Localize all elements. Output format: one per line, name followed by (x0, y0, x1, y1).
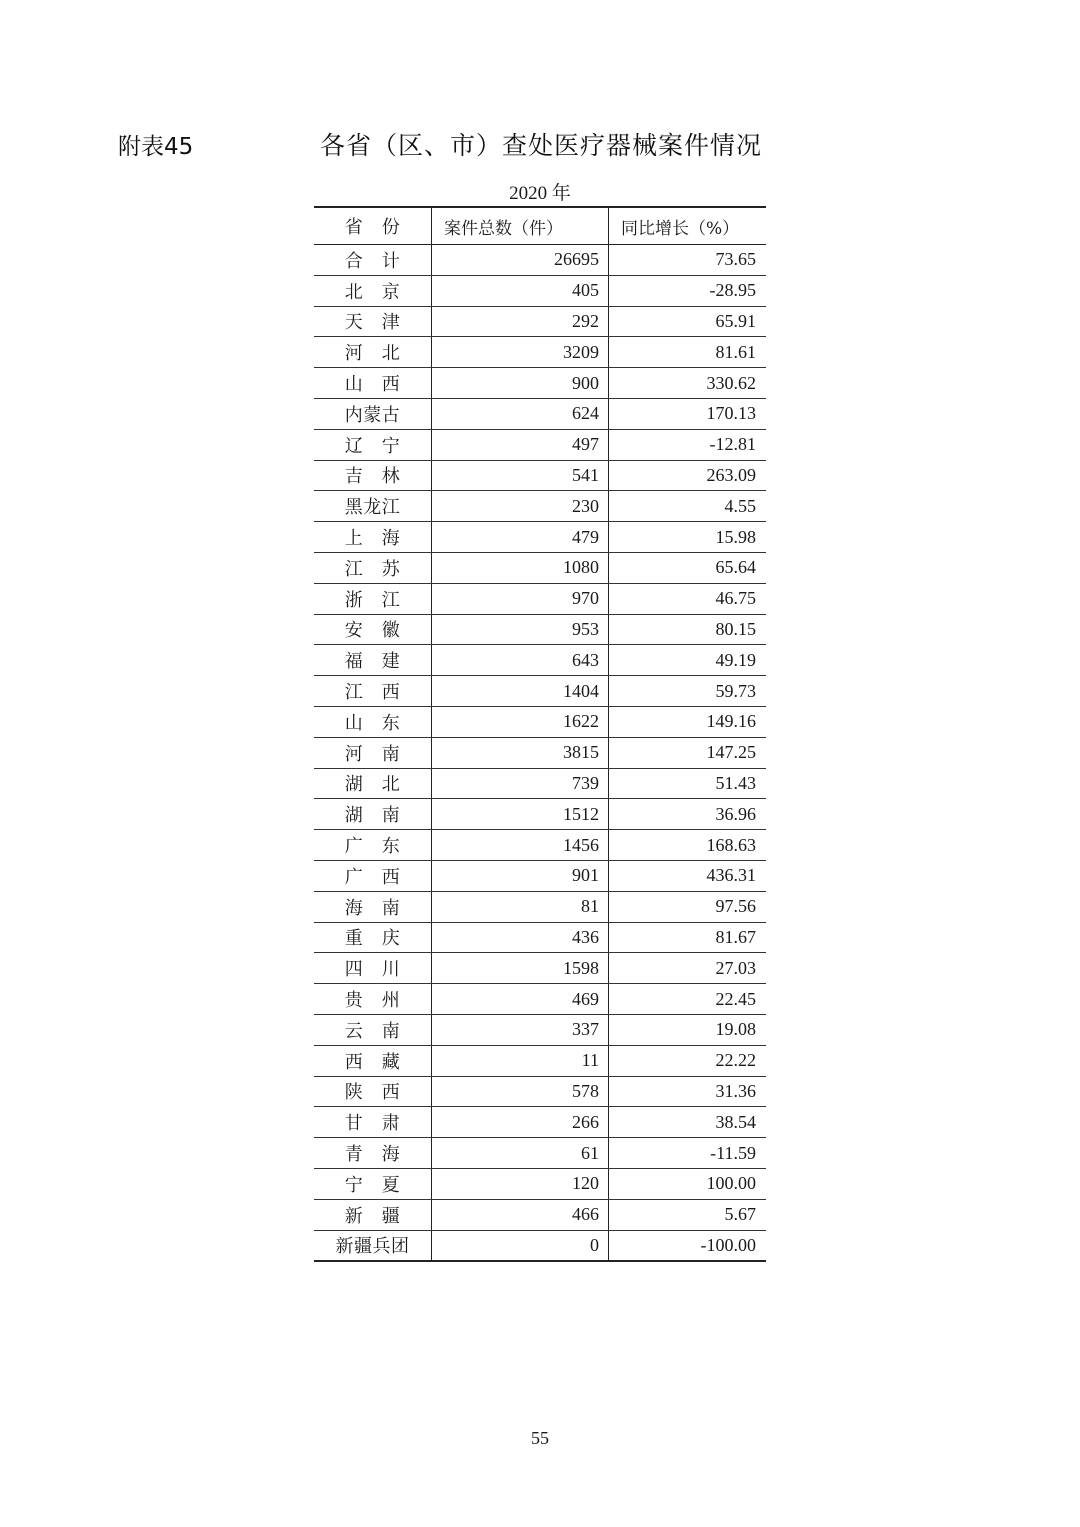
cell-total-cases: 266 (432, 1107, 609, 1138)
page-number: 55 (531, 1428, 549, 1448)
cell-province: 广 西 (314, 860, 432, 891)
cell-province: 海 南 (314, 891, 432, 922)
table-row (314, 429, 766, 460)
cell-growth: 36.96 (609, 799, 767, 830)
cell-total-cases: 970 (432, 583, 609, 614)
cell-province: 广 东 (314, 830, 432, 861)
table-row (314, 1199, 766, 1230)
cell-province: 重 庆 (314, 922, 432, 953)
table-row (314, 245, 766, 276)
cell-total-cases: 739 (432, 768, 609, 799)
cell-growth: 22.45 (609, 984, 767, 1015)
table-row (314, 922, 766, 953)
cell-growth: 31.36 (609, 1076, 767, 1107)
cell-total-cases: 3815 (432, 737, 609, 768)
table-row (314, 1107, 766, 1138)
cell-total-cases: 479 (432, 522, 609, 553)
cell-growth: 65.64 (609, 552, 767, 583)
cell-growth: 38.54 (609, 1107, 767, 1138)
cell-total-cases: 0 (432, 1230, 609, 1261)
cell-province: 陕 西 (314, 1076, 432, 1107)
cell-growth: 100.00 (609, 1168, 767, 1199)
table-label: 附表45 (118, 134, 194, 160)
table-row (314, 522, 766, 553)
cell-total-cases: 469 (432, 984, 609, 1015)
cell-growth: 5.67 (609, 1199, 767, 1230)
cell-province: 湖 北 (314, 768, 432, 799)
table-row (314, 552, 766, 583)
cell-province: 贵 州 (314, 984, 432, 1015)
cell-province: 西 藏 (314, 1045, 432, 1076)
cell-province: 河 南 (314, 737, 432, 768)
cell-growth: 147.25 (609, 737, 767, 768)
cell-growth: 81.61 (609, 337, 767, 368)
cell-province: 云 南 (314, 1014, 432, 1045)
table-row (314, 799, 766, 830)
cell-province: 青 海 (314, 1138, 432, 1169)
table-row (314, 984, 766, 1015)
cell-province: 合 计 (314, 245, 432, 276)
cell-growth: 80.15 (609, 614, 767, 645)
table-row (314, 275, 766, 306)
table-row (314, 337, 766, 368)
cell-total-cases: 901 (432, 860, 609, 891)
cell-growth: 263.09 (609, 460, 767, 491)
cell-province: 安 徽 (314, 614, 432, 645)
cell-total-cases: 497 (432, 429, 609, 460)
cell-total-cases: 337 (432, 1014, 609, 1045)
table-row (314, 953, 766, 984)
cell-total-cases: 11 (432, 1045, 609, 1076)
cell-total-cases: 1456 (432, 830, 609, 861)
cell-growth: -100.00 (609, 1230, 767, 1261)
table-row (314, 737, 766, 768)
cell-growth: 73.65 (609, 245, 767, 276)
cell-total-cases: 624 (432, 398, 609, 429)
table-row (314, 368, 766, 399)
table-row (314, 706, 766, 737)
cell-growth: 170.13 (609, 398, 767, 429)
cell-province: 河 北 (314, 337, 432, 368)
cell-total-cases: 900 (432, 368, 609, 399)
cell-growth: 27.03 (609, 953, 767, 984)
cell-total-cases: 405 (432, 275, 609, 306)
cell-province: 天 津 (314, 306, 432, 337)
table-row (314, 398, 766, 429)
cell-total-cases: 466 (432, 1199, 609, 1230)
cell-province: 吉 林 (314, 460, 432, 491)
cell-growth: 51.43 (609, 768, 767, 799)
cell-province: 北 京 (314, 275, 432, 306)
table-row (314, 1138, 766, 1169)
table-row (314, 860, 766, 891)
column-header-province: 省 份 (314, 207, 432, 245)
cell-growth: 15.98 (609, 522, 767, 553)
cell-total-cases: 1512 (432, 799, 609, 830)
page-title: 各省（区、市）查处医疗器械案件情况 (320, 131, 763, 160)
cell-growth: -28.95 (609, 275, 767, 306)
cell-province: 江 西 (314, 676, 432, 707)
cell-province: 山 东 (314, 706, 432, 737)
table-row (314, 460, 766, 491)
cell-province: 上 海 (314, 522, 432, 553)
cell-province: 甘 肃 (314, 1107, 432, 1138)
table-row (314, 676, 766, 707)
cell-growth: 49.19 (609, 645, 767, 676)
table-row (314, 768, 766, 799)
cell-province: 新 疆 (314, 1199, 432, 1230)
cell-growth: 22.22 (609, 1045, 767, 1076)
table-row (314, 1076, 766, 1107)
cell-total-cases: 953 (432, 614, 609, 645)
table-row (314, 491, 766, 522)
cell-province: 湖 南 (314, 799, 432, 830)
table-row (314, 645, 766, 676)
cell-total-cases: 230 (432, 491, 609, 522)
cell-growth: 81.67 (609, 922, 767, 953)
cases-table (314, 206, 766, 1262)
cell-province: 宁 夏 (314, 1168, 432, 1199)
table-row (314, 1014, 766, 1045)
table-row (314, 1168, 766, 1199)
cell-total-cases: 3209 (432, 337, 609, 368)
cell-province: 四 川 (314, 953, 432, 984)
cell-total-cases: 292 (432, 306, 609, 337)
column-header-total-cases: 案件总数（件） (432, 207, 609, 245)
cell-growth: 436.31 (609, 860, 767, 891)
table-row (314, 306, 766, 337)
cell-total-cases: 26695 (432, 245, 609, 276)
cell-growth: -11.59 (609, 1138, 767, 1169)
cell-total-cases: 643 (432, 645, 609, 676)
cell-growth: 46.75 (609, 583, 767, 614)
column-header-growth: 同比增长（%） (609, 207, 767, 245)
table-row (314, 1230, 766, 1261)
cell-growth: 330.62 (609, 368, 767, 399)
cell-province: 辽 宁 (314, 429, 432, 460)
cell-growth: 59.73 (609, 676, 767, 707)
cell-growth: 168.63 (609, 830, 767, 861)
cell-province: 新疆兵团 (314, 1230, 432, 1261)
cell-total-cases: 541 (432, 460, 609, 491)
cell-total-cases: 81 (432, 891, 609, 922)
table-row (314, 614, 766, 645)
cell-growth: 4.55 (609, 491, 767, 522)
cell-total-cases: 1622 (432, 706, 609, 737)
cell-total-cases: 578 (432, 1076, 609, 1107)
table-row (314, 830, 766, 861)
table-row (314, 1045, 766, 1076)
cell-province: 江 苏 (314, 552, 432, 583)
cell-total-cases: 1404 (432, 676, 609, 707)
cell-growth: -12.81 (609, 429, 767, 460)
cell-province: 浙 江 (314, 583, 432, 614)
cell-total-cases: 436 (432, 922, 609, 953)
cell-growth: 97.56 (609, 891, 767, 922)
cell-province: 黑龙江 (314, 491, 432, 522)
cell-growth: 149.16 (609, 706, 767, 737)
table-body (314, 245, 766, 1262)
cell-province: 福 建 (314, 645, 432, 676)
table-row (314, 891, 766, 922)
cell-province: 山 西 (314, 368, 432, 399)
cell-total-cases: 1598 (432, 953, 609, 984)
year-label: 2020 年 (509, 183, 571, 204)
cell-growth: 19.08 (609, 1014, 767, 1045)
cell-growth: 65.91 (609, 306, 767, 337)
cell-total-cases: 61 (432, 1138, 609, 1169)
cell-total-cases: 120 (432, 1168, 609, 1199)
table-row (314, 583, 766, 614)
cell-province: 内蒙古 (314, 398, 432, 429)
cell-total-cases: 1080 (432, 552, 609, 583)
table-header-row (314, 207, 766, 245)
